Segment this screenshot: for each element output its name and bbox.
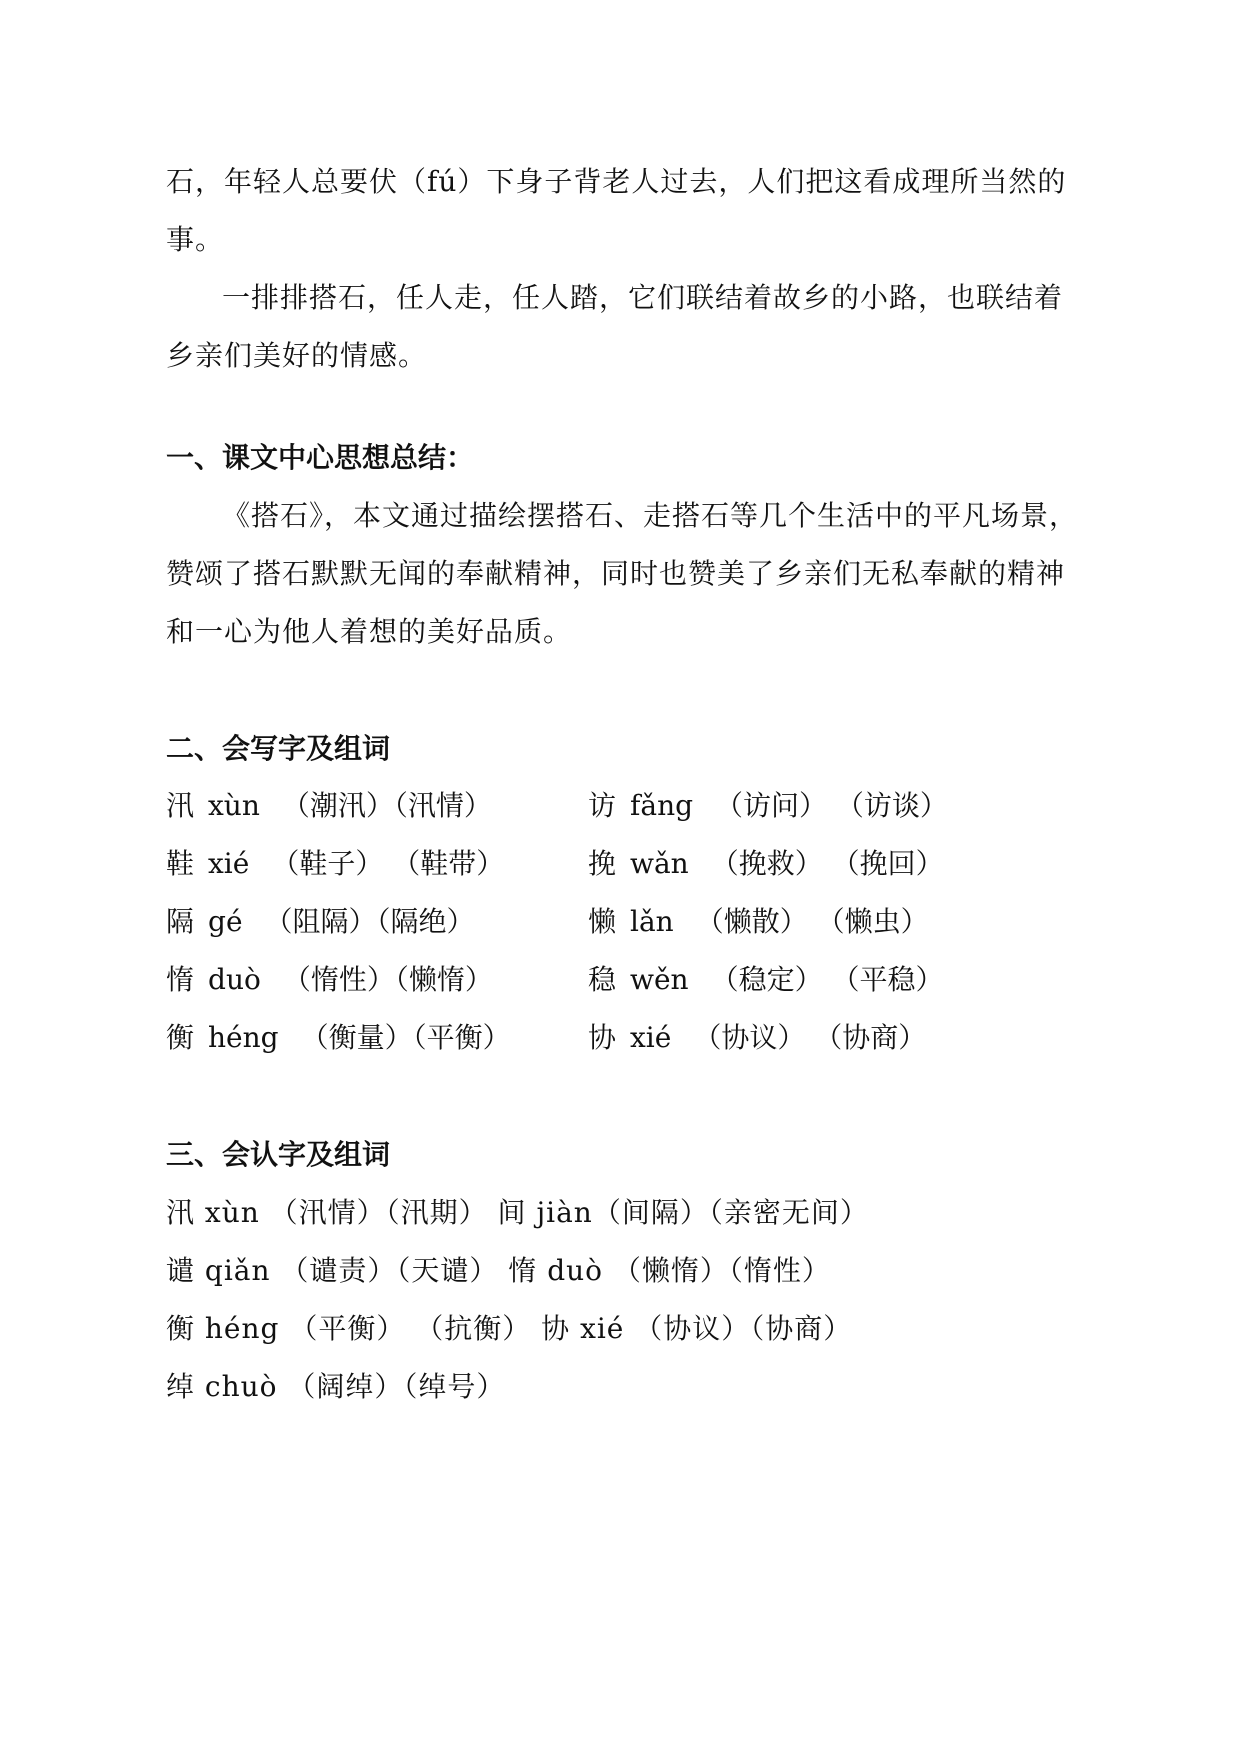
vocab-entry [588,844,944,884]
vocab-char: 懒 [588,905,617,938]
vocab-pinyin: xùn [208,789,260,822]
vocab-pinyin: xié [208,847,250,880]
summary-line: 赞颂了搭石默默无闻的奉献精神，同时也赞美了乡亲们无私奉献的精神 [166,557,1066,590]
reading-vocab-line: 谴 qiǎn （谴责）（天谴） 惰 duò （懒惰）（惰性） [166,1254,831,1287]
vocab-pinyin: duò [208,963,261,996]
vocab-words: （协议） （协商） [693,1021,927,1054]
summary-line: 和一心为他人着想的美好品质。 [166,615,573,648]
vocab-pinyin: wǎn [630,847,689,880]
vocab-words: （潮汛）（汛情） [281,789,492,822]
reading-vocab-line: 绰 chuò （阔绰）（绰号） [166,1370,506,1403]
vocab-entry [588,786,948,826]
vocab-words: （懒散） （懒虫） [695,905,929,938]
vocab-char: 汛 [166,789,195,822]
vocab-char: 稳 [588,963,617,996]
reading-vocab-line: 衡 héng （平衡） （抗衡） 协 xié （协议）（协商） [166,1312,853,1345]
vocab-pinyin: héng [208,1021,279,1054]
vocab-entry [166,844,504,884]
vocab-char: 隔 [166,905,195,938]
section-heading-reading: 三、会认字及组词 [166,1138,391,1171]
vocab-words: （阻隔）（隔绝） [264,905,475,938]
vocab-entry [166,902,475,942]
vocab-words: （衡量）（平衡） [300,1021,511,1054]
vocab-words: （惰性）（懒惰） [282,963,493,996]
vocab-words: （挽救） （挽回） [710,847,944,880]
vocab-entry [166,1018,511,1058]
vocab-char: 鞋 [166,847,195,880]
vocab-entry [588,902,929,942]
summary-line: 《搭石》，本文通过描绘摆搭石、走搭石等几个生活中的平凡场景， [222,499,1079,532]
vocab-pinyin: fǎng [630,789,694,822]
vocab-entry [166,786,492,826]
vocab-words: （鞋子） （鞋带） [271,847,505,880]
passage-line: 一排排搭石，任人走，任人踏，它们联结着故乡的小路，也联结着 [222,281,1064,314]
passage-line: 乡亲们美好的情感。 [166,339,428,372]
vocab-char: 访 [588,789,617,822]
vocab-words: （访问） （访谈） [715,789,948,822]
vocab-words: （稳定） （平稳） [710,963,944,996]
passage-line: 石，年轻人总要伏（fú）下身子背老人过去，人们把这看成理所当然的 [166,165,1067,198]
vocab-pinyin: wěn [630,963,689,996]
section-heading-summary: 一、课文中心思想总结： [166,441,475,474]
vocab-char: 挽 [588,847,617,880]
vocab-pinyin: gé [208,905,243,938]
section-heading-writing: 二、会写字及组词 [166,732,391,765]
vocab-pinyin: xié [630,1021,672,1054]
vocab-entry [588,1018,926,1058]
passage-line: 事。 [166,223,225,256]
reading-vocab-line: 汛 xùn （汛情）（汛期） 间 jiàn（间隔）（亲密无间） [166,1196,869,1229]
vocab-char: 惰 [166,963,195,996]
vocab-pinyin: lǎn [630,905,674,938]
vocab-char: 衡 [166,1021,195,1054]
vocab-entry [588,960,944,1000]
vocab-entry [166,960,493,1000]
vocab-char: 协 [588,1021,617,1054]
